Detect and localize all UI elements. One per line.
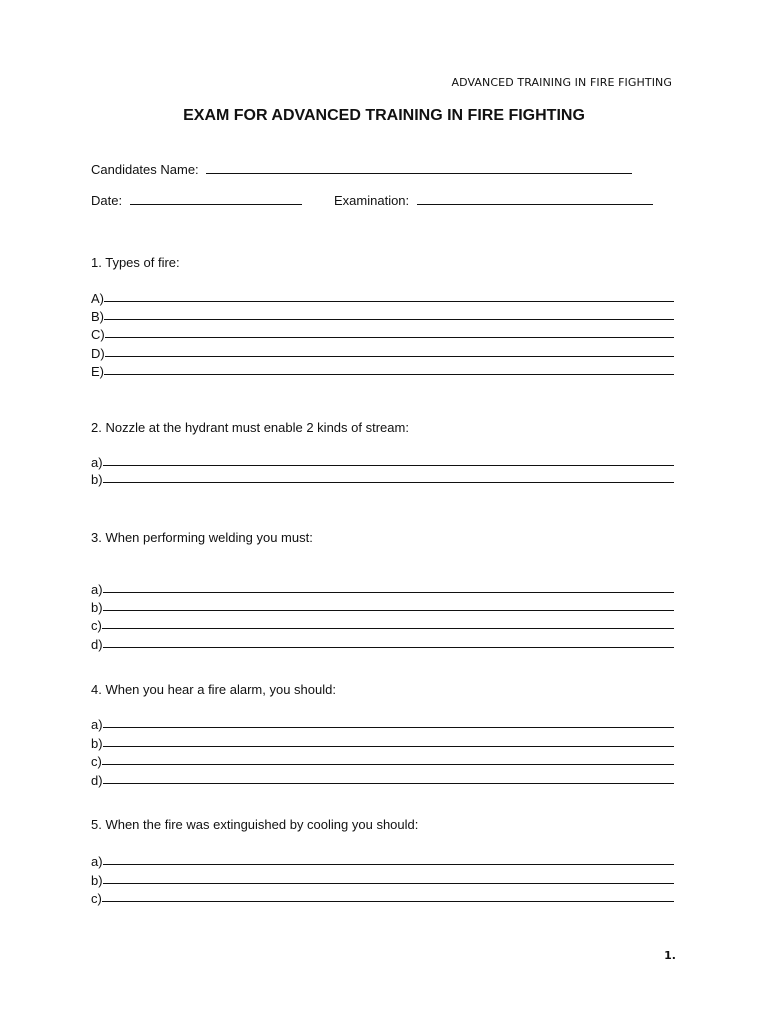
question-5-answer-b[interactable] (91, 869, 674, 887)
question-2-text: 2. Nozzle at the hydrant must enable 2 kinds of stream: (91, 420, 409, 435)
exam-title: EXAM FOR ADVANCED TRAINING IN FIRE FIGHTING (183, 107, 585, 124)
answer-line[interactable] (103, 481, 674, 483)
answer-line[interactable] (102, 900, 674, 902)
question-5-answer-c[interactable] (91, 887, 674, 905)
option-label: a) (91, 582, 103, 597)
option-label: E) (91, 364, 104, 379)
answer-line[interactable] (105, 336, 674, 338)
answer-line[interactable] (104, 318, 674, 320)
option-label: c) (91, 618, 102, 633)
answer-line[interactable] (103, 882, 674, 884)
answer-line[interactable] (103, 591, 674, 593)
option-label: B) (91, 309, 104, 324)
option-label: c) (91, 754, 102, 769)
question-3-answer-b[interactable] (91, 596, 674, 614)
examination-label: Examination: (334, 193, 410, 208)
date-line[interactable] (130, 194, 302, 205)
answer-line[interactable] (103, 863, 674, 865)
question-4-answer-c[interactable] (91, 750, 674, 768)
question-1-answer-a[interactable] (91, 287, 674, 305)
option-label: d) (91, 637, 103, 652)
option-label: a) (91, 717, 103, 732)
question-3-answer-a[interactable] (91, 578, 674, 596)
examination-line[interactable] (417, 194, 653, 205)
question-1-answer-e[interactable] (91, 360, 674, 378)
option-label: C) (91, 327, 105, 342)
candidate-name-field (91, 162, 632, 177)
option-label: a) (91, 455, 103, 470)
date-label: Date: (91, 193, 123, 208)
question-1-answer-c[interactable] (91, 323, 674, 341)
option-label: b) (91, 600, 103, 615)
question-4-text: 4. When you hear a fire alarm, you should: (91, 682, 336, 697)
candidate-name-label: Candidates Name: (91, 162, 199, 177)
question-5-answer-a[interactable] (91, 850, 674, 868)
question-4-answer-a[interactable] (91, 713, 674, 731)
question-4-answer-d[interactable] (91, 769, 674, 787)
examination-field (334, 193, 653, 208)
answer-line[interactable] (103, 464, 674, 466)
answer-line[interactable] (103, 782, 674, 784)
question-3-answer-c[interactable] (91, 614, 674, 632)
question-1-answer-b[interactable] (91, 305, 674, 323)
answer-line[interactable] (102, 763, 674, 765)
option-label: b) (91, 472, 103, 487)
question-4-answer-b[interactable] (91, 732, 674, 750)
answer-line[interactable] (104, 300, 674, 302)
option-label: c) (91, 891, 102, 906)
option-label: a) (91, 854, 103, 869)
question-3-answer-d[interactable] (91, 633, 674, 651)
page-number: 1. (664, 949, 676, 962)
option-label: b) (91, 736, 103, 751)
question-3-text: 3. When performing welding you must: (91, 530, 313, 545)
option-label: D) (91, 346, 105, 361)
answer-line[interactable] (105, 355, 674, 357)
option-label: A) (91, 291, 104, 306)
question-2-answer-b[interactable] (91, 468, 674, 486)
running-header: ADVANCED TRAINING IN FIRE FIGHTING (451, 76, 672, 89)
option-label: d) (91, 773, 103, 788)
option-label: b) (91, 873, 103, 888)
candidate-name-line[interactable] (206, 163, 632, 174)
answer-line[interactable] (102, 627, 674, 629)
answer-line[interactable] (103, 646, 674, 648)
question-2-answer-a[interactable] (91, 451, 674, 469)
question-1-text: 1. Types of fire: (91, 255, 180, 270)
question-1-answer-d[interactable] (91, 342, 674, 360)
date-field (91, 193, 302, 208)
answer-line[interactable] (103, 609, 674, 611)
answer-line[interactable] (104, 373, 674, 375)
answer-line[interactable] (103, 745, 674, 747)
question-5-text: 5. When the fire was extinguished by cooling you should: (91, 817, 419, 832)
answer-line[interactable] (103, 726, 674, 728)
